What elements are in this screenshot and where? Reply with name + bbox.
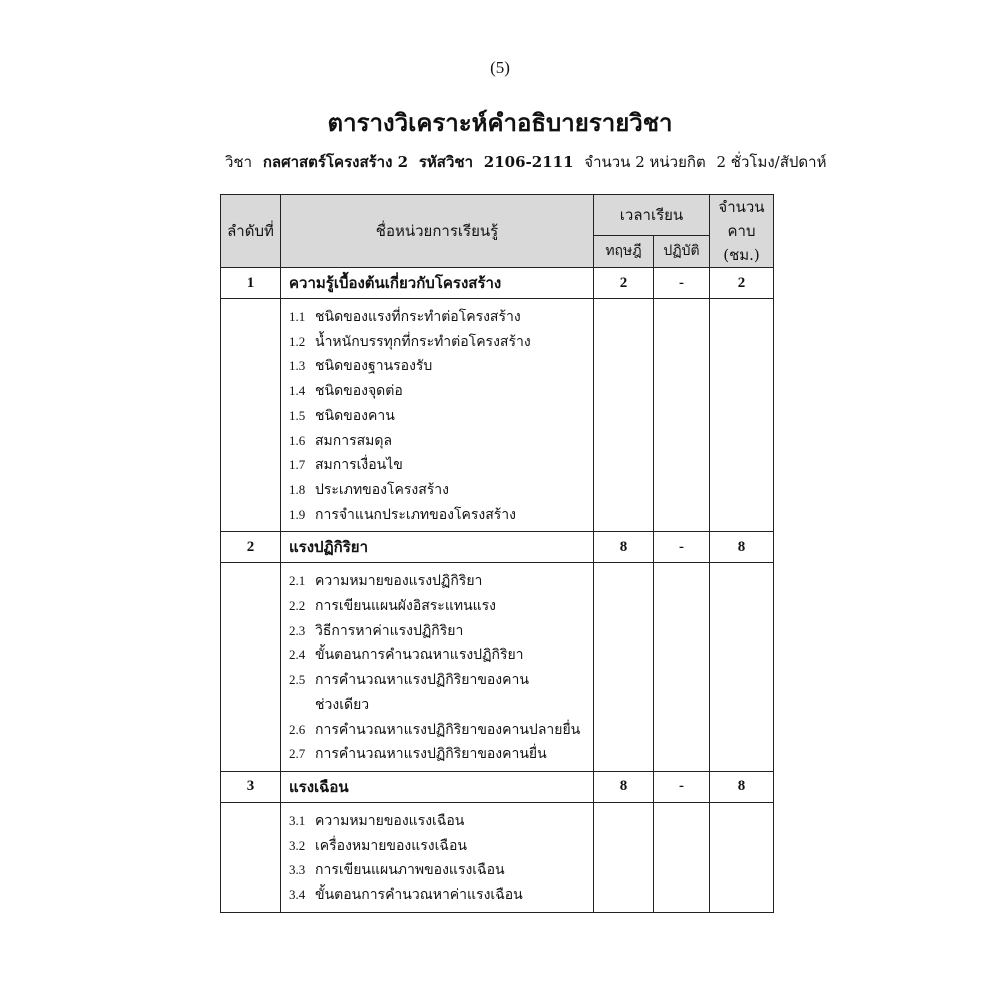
topic-number: 3.4 [289,887,306,903]
subject-code: 2106-2111 [483,153,574,171]
unit-topics-row [221,802,774,912]
page-number: (5) [490,58,510,77]
header-study-time: เวลาเรียน [594,195,710,236]
topic-text: การจำแนกประเภทของโครงสร้าง [315,506,516,523]
topic-item [289,404,593,429]
topic-text: เครื่องหมายของแรงเฉือน [315,837,467,854]
subject-line [225,150,832,174]
topic-item [289,379,593,404]
topic-number: 1.4 [289,383,306,399]
header-total-hours: จำนวน คาบ (ชม.) [710,195,774,268]
unit-number: 1 [221,268,281,299]
topic-text: ประเภทของโครงสร้าง [315,481,449,498]
topic-continuation: ช่วงเดียว [315,696,370,713]
unit-number: 3 [221,771,281,802]
unit-topics-row [221,563,774,772]
topic-text: ชนิดของแรงที่กระทำต่อโครงสร้าง [315,309,521,325]
topic-item [289,305,593,330]
unit-number: 2 [221,532,281,563]
empty-cell [654,802,710,912]
unit-theory-hours: 2 [594,268,654,299]
topic-number: 1.8 [289,481,306,497]
unit-row [221,268,774,299]
topic-number: 2.6 [289,721,306,737]
topic-number: 3.3 [289,862,306,878]
topic-number: 2.3 [289,622,306,638]
topic-text: ชนิดของจุดต่อ [315,383,403,400]
topic-text: การคำนวณหาแรงปฏิกิริยาของคานยื่น [315,746,547,763]
empty-cell [221,299,281,532]
topic-item [289,503,593,528]
header-practice: ปฏิบัติ [654,235,710,267]
unit-practice-hours: - [654,532,710,563]
topic-item [289,668,593,693]
topic-number: 2.4 [289,647,306,663]
unit-practice-hours: - [654,268,710,299]
topics-cell [281,299,594,532]
unit-name: ความรู้เบื้องต้นเกี่ยวกับโครงสร้าง [281,268,594,299]
topic-item [289,742,593,767]
topic-number: 1.6 [289,432,306,448]
topic-number: 1.2 [289,333,306,349]
topic-number: 2.5 [289,672,306,688]
subject-name: กลศาสตร์โครงสร้าง 2 [262,153,409,171]
credit-text: จำนวน 2 หน่วยกิต [584,153,706,171]
empty-cell [594,802,654,912]
unit-name: แรงปฏิกิริยา [281,532,594,563]
topic-item [289,809,593,834]
unit-topics-row [221,299,774,532]
topic-text: ความหมายของแรงปฏิกิริยา [315,573,483,590]
topic-text: ชนิดของฐานรองรับ [315,358,433,375]
document-title: ตารางวิเคราะห์คำอธิบายรายวิชา [327,109,673,137]
topic-item [289,453,593,478]
unit-theory-hours: 8 [594,771,654,802]
empty-cell [710,802,774,912]
topic-text: การคำนวณหาแรงปฏิกิริยาของคานปลายยื่น [315,721,581,738]
unit-total-hours: 8 [710,771,774,802]
topic-text: ขั้นตอนการคำนวณหาค่าแรงเฉือน [315,887,523,904]
topic-text: ขั้นตอนการคำนวณหาแรงปฏิกิริยา [315,647,524,664]
empty-cell [710,563,774,772]
unit-practice-hours: - [654,771,710,802]
hours-text: 2 ชั่วโมง/สัปดาห์ [716,153,827,171]
unit-theory-hours: 8 [594,532,654,563]
topic-text: ชนิดของคาน [315,407,395,424]
header-theory: ทฤษฎี [594,235,654,267]
header-unit-name: ชื่อหน่วยการเรียนรู้ [281,195,594,268]
topic-text: การเขียนแผนภาพของแรงเฉือน [315,862,505,879]
topic-number: 1.9 [289,506,306,522]
topic-item [289,594,593,619]
topic-item [289,883,593,908]
topic-text: สมการสมดุล [315,432,393,449]
topic-item [289,834,593,859]
topic-number: 1.7 [289,457,306,473]
header-no: ลำดับที่ [221,195,281,268]
unit-total-hours: 8 [710,532,774,563]
code-label: รหัสวิชา [418,153,473,171]
table-body [221,268,774,913]
topic-item [289,478,593,503]
topics-cell [281,802,594,912]
empty-cell [594,299,654,532]
topic-number: 3.2 [289,837,306,853]
course-analysis-table [220,194,774,913]
topic-number: 1.5 [289,407,306,423]
unit-row [221,771,774,802]
topic-number: 3.1 [289,812,306,828]
subject-label: วิชา [225,153,253,171]
topic-text: การเขียนแผนผังอิสระแทนแรง [315,598,497,615]
topic-item [289,643,593,668]
topics-cell [281,563,594,772]
empty-cell [654,563,710,772]
empty-cell [710,299,774,532]
topic-text: น้ำหนักบรรทุกที่กระทำต่อโครงสร้าง [315,333,531,350]
topic-number: 2.2 [289,598,306,614]
empty-cell [654,299,710,532]
unit-name: แรงเฉือน [281,771,594,802]
topic-number: 1.3 [289,358,306,374]
empty-cell [594,563,654,772]
topic-number: 2.7 [289,746,306,762]
topic-item [289,858,593,883]
unit-row [221,532,774,563]
topic-text: การคำนวณหาแรงปฏิกิริยาของคาน [315,672,529,689]
topic-number: 2.1 [289,573,306,589]
topic-item [289,429,593,454]
topic-text: วิธีการหาค่าแรงปฏิกิริยา [315,622,464,639]
topic-item [289,354,593,379]
topic-text: ความหมายของแรงเฉือน [315,812,465,829]
topic-item [289,718,593,743]
empty-cell [221,802,281,912]
empty-cell [221,563,281,772]
topic-item [289,330,593,355]
topic-item [289,569,593,594]
unit-total-hours: 2 [710,268,774,299]
topic-text: สมการเงื่อนไข [315,457,403,474]
topic-number: 1.1 [289,309,306,324]
topic-item [289,619,593,644]
